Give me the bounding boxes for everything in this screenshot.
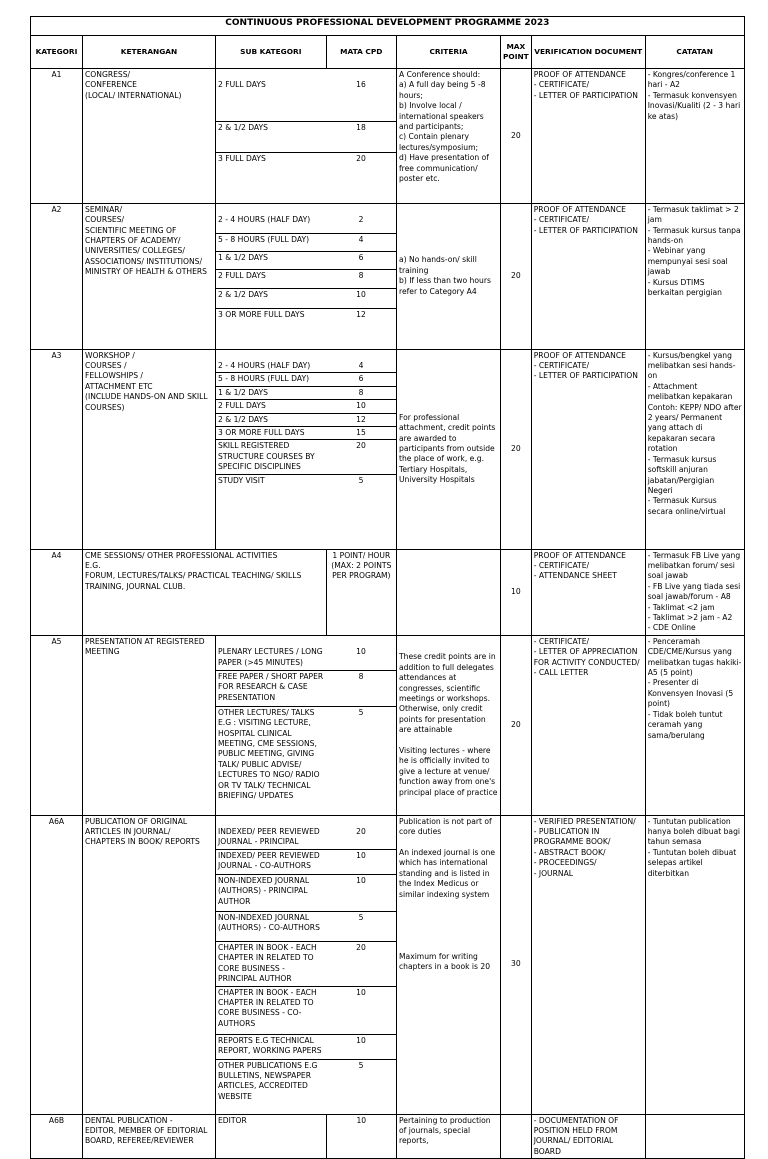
verification-cell: - VERIFIED PRESENTATION/ - PUBLICATION IN PROGRAMME BOOK/ - ABSTRACT BOOK/ - PROCEEDINGS/ - JOURNAL	[531, 815, 645, 1114]
mata-cpd-cell: 1 POINT/ HOUR (MAX: 2 POINTS PER PROGRAM)	[326, 549, 396, 635]
mata-cpd-cell: 8	[326, 269, 396, 288]
mata-cpd-cell: 10	[326, 400, 396, 413]
sub-kategori-cell: 3 OR MORE FULL DAYS	[216, 427, 326, 440]
col-header-keterangan: KETERANGAN	[83, 36, 216, 69]
col-header-kategori: KATEGORI	[31, 36, 83, 69]
sub-kategori-cell: 2 FULL DAYS	[216, 79, 326, 121]
mata-cpd-cell: 5	[358, 475, 364, 485]
mata-cpd-cell: 5	[358, 707, 364, 717]
sub-kategori-cell: 2 FULL DAYS	[216, 400, 326, 413]
keterangan-cell: CME SESSIONS/ OTHER PROFESSIONAL ACTIVITIES E.G. FORUM, LECTURES/TALKS/ PRACTICAL TEACHING/ SKILLS TRAINING, JOURNAL CLUB.	[83, 549, 327, 635]
max-point-cell	[501, 1114, 532, 1159]
keterangan-cell: PUBLICATION OF ORIGINAL ARTICLES IN JOURNAL/ CHAPTERS IN BOOK/ REPORTS	[83, 815, 216, 1114]
sub-kategori-cell: FREE PAPER / SHORT PAPER FOR RESEARCH & CASE PRESENTATION	[216, 670, 326, 706]
mata-cpd-cell: 5	[358, 1060, 364, 1070]
sub-kategori-group	[216, 69, 397, 204]
criteria-cell: A Conference should: a) A full day being 5 -8 hours; b) Involve local / international speakers and participants; c) Contain plenary lectures/symposium; d) Have presentation of free communication/ poster etc.	[397, 69, 501, 204]
table-row-a6a	[31, 815, 745, 1114]
max-point-cell: 20	[501, 203, 532, 349]
sub-kategori-cell: INDEXED/ PEER REVIEWED JOURNAL - PRINCIPAL	[216, 826, 326, 849]
mata-cpd-cell: 2	[326, 214, 396, 233]
mata-cpd-cell: 10	[326, 849, 396, 874]
sub-kategori-cell: NON-INDEXED JOURNAL (AUTHORS) - PRINCIPAL AUTHOR	[216, 874, 326, 911]
sub-kategori-cell: 3 FULL DAYS	[218, 153, 266, 163]
verification-cell: PROOF OF ATTENDANCE - CERTIFICATE/ - LETTER OF PARTICIPATION	[531, 203, 645, 349]
col-header-max-point: MAX POINT	[501, 36, 532, 69]
mata-cpd-cell: 15	[326, 427, 396, 440]
criteria-cell: These credit points are in addition to full delegates attendances at congresses, scientific meetings or workshops. Otherwise, only credit points for presentation are attainable Visiting lectures - where he is officially invited to give a lecture at venue/ function away from one's principal place of practice	[397, 635, 501, 815]
col-header-verification: VERIFICATION DOCUMENT	[531, 36, 645, 69]
max-point-cell: 10	[501, 549, 532, 635]
kategori-cell: A5	[31, 635, 83, 815]
keterangan-cell: PRESENTATION AT REGISTERED MEETING	[83, 635, 216, 815]
mata-cpd-cell: 18	[326, 121, 396, 152]
sub-kategori-cell: CHAPTER IN BOOK - EACH CHAPTER IN RELATED TO CORE BUSINESS - PRINCIPAL AUTHOR	[216, 941, 326, 986]
keterangan-cell: CONGRESS/ CONFERENCE (LOCAL/ INTERNATIONAL)	[83, 69, 216, 204]
col-header-criteria: CRITERIA	[397, 36, 501, 69]
kategori-cell: A1	[31, 69, 83, 204]
table-row-a1	[31, 69, 745, 204]
mata-cpd-cell: 16	[326, 79, 396, 121]
kategori-cell: A6B	[31, 1114, 83, 1159]
mata-cpd-cell: 12	[326, 413, 396, 426]
table-row-a4	[31, 549, 745, 635]
sub-kategori-group	[216, 349, 397, 549]
verification-cell: - CERTIFICATE/ - LETTER OF APPRECIATION FOR ACTIVITY CONDUCTED/ - CALL LETTER	[531, 635, 645, 815]
sub-kategori-cell: 2 & 1/2 DAYS	[216, 288, 326, 308]
sub-kategori-cell: 2 FULL DAYS	[216, 269, 326, 288]
mata-cpd-cell: 10	[326, 1114, 396, 1159]
criteria-cell: Pertaining to production of journals, special reports,	[397, 1114, 501, 1159]
kategori-cell: A4	[31, 549, 83, 635]
sub-kategori-cell: EDITOR	[216, 1114, 327, 1159]
sub-kategori-cell: CHAPTER IN BOOK - EACH CHAPTER IN RELATED TO CORE BUSINESS - CO-AUTHORS	[216, 986, 326, 1034]
kategori-cell: A3	[31, 349, 83, 549]
mata-cpd-cell: 20	[326, 440, 396, 474]
table-row-a6b	[31, 1114, 745, 1159]
sub-kategori-cell: INDEXED/ PEER REVIEWED JOURNAL - CO-AUTHORS	[216, 849, 326, 874]
sub-kategori-cell: OTHER PUBLICATIONS E.G BULLETINS, NEWSPAPER ARTICLES, ACCREDITED WEBSITE	[218, 1060, 318, 1101]
mata-cpd-cell: 4	[326, 360, 396, 373]
verification-cell: PROOF OF ATTENDANCE - CERTIFICATE/ - LETTER OF PARTICIPATION	[531, 69, 645, 204]
criteria-cell: Publication is not part of core duties An indexed journal is one which has international standing and is listed in the Index Medicus or similar indexing system Maximum for writing chapters in a book is 20	[397, 815, 501, 1114]
mata-cpd-cell: 12	[356, 309, 366, 319]
sub-kategori-cell: 1 & 1/2 DAYS	[216, 251, 326, 269]
sub-kategori-cell: NON-INDEXED JOURNAL (AUTHORS) - CO-AUTHORS	[216, 911, 326, 941]
catatan-cell: - Termasuk taklimat > 2 jam - Termasuk kursus tanpa hands-on - Webinar yang mempunyai sesi soal jawab - Kursus DTIMS berkaitan pergigian	[645, 203, 744, 349]
max-point-cell: 30	[501, 815, 532, 1114]
kategori-cell: A2	[31, 203, 83, 349]
table-row-a5	[31, 635, 745, 815]
mata-cpd-cell: 20	[326, 826, 396, 849]
sub-kategori-cell: PLENARY LECTURES / LONG PAPER (>45 MINUTES)	[216, 646, 326, 670]
max-point-cell: 20	[501, 69, 532, 204]
sub-kategori-cell: 2 - 4 HOURS (HALF DAY)	[216, 360, 326, 373]
table-row-a2	[31, 203, 745, 349]
sub-kategori-cell: OTHER LECTURES/ TALKS E.G : VISITING LECTURE, HOSPITAL CLINICAL MEETING, CME SESSIONS, PUBLIC MEETING, GIVING TALK/ PUBLIC ADVISE/ LECTURES TO NGO/ RADIO OR TV TALK/ TECHNICAL BRIEFING/ UPDATES	[218, 707, 320, 800]
mata-cpd-cell: 10	[326, 1034, 396, 1059]
cpd-table	[30, 16, 745, 1159]
keterangan-cell: SEMINAR/ COURSES/ SCIENTIFIC MEETING OF CHAPTERS OF ACADEMY/ UNIVERSITIES/ COLLEGES/ ASSOCIATIONS/ INSTITUTIONS/ MINISTRY OF HEALTH & OTHERS	[83, 203, 216, 349]
criteria-cell: For professional attachment, credit points are awarded to participants from outside the place of work, e.g. Tertiary Hospitals, University Hospitals	[397, 349, 501, 549]
mata-cpd-cell: 20	[356, 153, 366, 163]
mata-cpd-cell: 8	[326, 670, 396, 706]
sub-kategori-group	[216, 815, 397, 1114]
sub-kategori-group	[216, 203, 397, 349]
max-point-cell: 20	[501, 349, 532, 549]
mata-cpd-cell: 5	[326, 911, 396, 941]
catatan-cell: - Kursus/bengkel yang melibatkan sesi hands-on - Attachment melibatkan kepakaran Contoh: KEPP/ NDO after 2 years/ Permanent yang attach di kepakaran secara rotation - Termasuk kursus softskill anjuran jabatan/Pergigian Negeri - Termasuk Kursus secara online/virtual	[645, 349, 744, 549]
kategori-cell: A6A	[31, 815, 83, 1114]
sub-kategori-cell: STUDY VISIT	[218, 475, 265, 485]
keterangan-cell: WORKSHOP / COURSES / FELLOWSHIPS / ATTACHMENT ETC (INCLUDE HANDS-ON AND SKILL COURSES)	[83, 349, 216, 549]
mata-cpd-cell: 10	[326, 646, 396, 670]
mata-cpd-cell: 20	[326, 941, 396, 986]
catatan-cell: - Tuntutan publication hanya boleh dibuat bagi tahun semasa - Tuntutan boleh dibuat selepas artikel diterbitkan	[645, 815, 744, 1114]
cpd-document	[30, 16, 745, 1159]
table-row-a3	[31, 349, 745, 549]
sub-kategori-cell: REPORTS E.G TECHNICAL REPORT, WORKING PAPERS	[216, 1034, 326, 1059]
sub-kategori-cell: 1 & 1/2 DAYS	[216, 386, 326, 399]
sub-kategori-cell: 5 - 8 HOURS (FULL DAY)	[216, 373, 326, 386]
criteria-cell: a) No hands-on/ skill training b) If less than two hours refer to Category A4	[397, 203, 501, 349]
keterangan-cell: DENTAL PUBLICATION - EDITOR, MEMBER OF EDITORIAL BOARD, REFEREE/REVIEWER	[83, 1114, 216, 1159]
verification-cell: PROOF OF ATTENDANCE - CERTIFICATE/ - LETTER OF PARTICIPATION	[531, 349, 645, 549]
verification-cell: PROOF OF ATTENDANCE - CERTIFICATE/ - ATTENDANCE SHEET	[531, 549, 645, 635]
catatan-cell	[645, 1114, 744, 1159]
mata-cpd-cell: 10	[326, 986, 396, 1034]
mata-cpd-cell: 8	[326, 386, 396, 399]
mata-cpd-cell: 4	[326, 233, 396, 251]
sub-kategori-cell: 2 & 1/2 DAYS	[216, 121, 326, 152]
mata-cpd-cell: 6	[326, 251, 396, 269]
mata-cpd-cell: 10	[326, 288, 396, 308]
mata-cpd-cell: 6	[326, 373, 396, 386]
sub-kategori-cell: 5 - 8 HOURS (FULL DAY)	[216, 233, 326, 251]
col-header-sub-kategori: SUB KATEGORI	[216, 36, 327, 69]
sub-kategori-group	[216, 635, 397, 815]
criteria-cell	[397, 549, 501, 635]
catatan-cell: - Kongres/conference 1 hari - A2 - Termasuk konvensyen Inovasi/Kualiti (2 - 3 hari ke atas)	[645, 69, 744, 204]
sub-kategori-cell: 2 & 1/2 DAYS	[216, 413, 326, 426]
mata-cpd-cell: 10	[326, 874, 396, 911]
sub-kategori-cell: 2 - 4 HOURS (HALF DAY)	[216, 214, 326, 233]
col-header-catatan: CATATAN	[645, 36, 744, 69]
col-header-mata-cpd: MATA CPD	[326, 36, 396, 69]
catatan-cell: - Termasuk FB Live yang melibatkan forum/ sesi soal jawab - FB Live yang tiada sesi soal jawab/forum - A8 - Taklimat <2 jam - Taklimat >2 jam - A2 - CDE Online	[645, 549, 744, 635]
header-row	[31, 36, 745, 69]
verification-cell: - DOCUMENTATION OF POSITION HELD FROM JOURNAL/ EDITORIAL BOARD	[531, 1114, 645, 1159]
max-point-cell: 20	[501, 635, 532, 815]
sub-kategori-cell: 3 OR MORE FULL DAYS	[218, 309, 305, 319]
sub-kategori-cell: SKILL REGISTERED STRUCTURE COURSES BY SPECIFIC DISCIPLINES	[216, 440, 326, 474]
document-title: CONTINUOUS PROFESSIONAL DEVELOPMENT PROGRAMME 2023	[31, 17, 745, 36]
catatan-cell: - Penceramah CDE/CME/Kursus yang melibatkan tugas hakiki- A5 (5 point) - Presenter di Konvensyen Inovasi (5 point) - Tidak boleh tuntut ceramah yang sama/berulang	[645, 635, 744, 815]
